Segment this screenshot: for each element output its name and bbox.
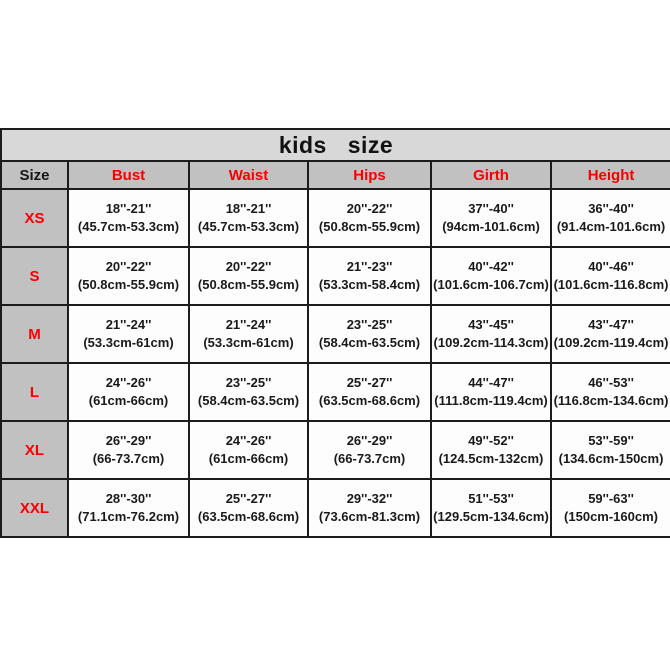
column-header-height: Height [551,161,670,189]
size-label: XXL [1,479,68,537]
column-header-size: Size [1,161,68,189]
measurement-cell [308,189,431,247]
inches-value: 29''-32'' [346,490,393,506]
cm-value: (124.5cm-132cm) [438,451,544,466]
inches-value: 26''-29'' [105,432,152,448]
inches-value: 24''-26'' [105,374,152,390]
cm-value: (61cm-66cm) [88,393,169,408]
measurement-cell [551,189,670,247]
cm-value: (50.8cm-55.9cm) [77,277,180,292]
size-label: XL [1,421,68,479]
cm-value: (63.5cm-68.6cm) [318,393,421,408]
measurement-cell [308,421,431,479]
cm-value: (53.3cm-61cm) [203,335,294,350]
size-label: L [1,363,68,421]
column-header-hips: Hips [308,161,431,189]
inches-value: 40''-42'' [468,258,514,274]
table-row-xxl [1,479,670,537]
inches-value: 43''-45'' [468,316,514,332]
measurement-cell [189,479,308,537]
size-label: S [1,247,68,305]
cm-value: (50.8cm-55.9cm) [318,219,421,234]
inches-value: 40''-46'' [588,258,634,274]
measurement-cell [431,421,551,479]
measurement-cell [68,247,189,305]
cm-value: (66-73.7cm) [92,451,165,466]
inches-value: 21''-24'' [105,316,152,332]
inches-value: 23''-25'' [225,374,272,390]
measurement-cell [68,479,189,537]
measurement-cell [68,305,189,363]
cm-value: (109.2cm-119.4cm) [553,335,669,350]
inches-value: 26''-29'' [346,432,393,448]
column-header-bust: Bust [68,161,189,189]
cm-value: (61cm-66cm) [208,451,289,466]
inches-value: 49''-52'' [468,432,514,448]
kids-size-table [0,128,670,538]
measurement-cell [551,247,670,305]
table-row-m [1,305,670,363]
measurement-cell [68,421,189,479]
cm-value: (129.5cm-134.6cm) [433,509,549,524]
inches-value: 44''-47'' [468,374,514,390]
inches-value: 18''-21'' [105,200,152,216]
inches-value: 24''-26'' [225,432,272,448]
table-row-l [1,363,670,421]
inches-value: 25''-27'' [346,374,393,390]
measurement-cell [189,189,308,247]
inches-value: 20''-22'' [346,200,393,216]
column-header-waist: Waist [189,161,308,189]
measurement-cell [431,479,551,537]
cm-value: (53.3cm-61cm) [83,335,174,350]
inches-value: 59''-63'' [588,490,634,506]
cm-value: (58.4cm-63.5cm) [318,335,421,350]
measurement-cell [431,305,551,363]
inches-value: 20''-22'' [225,258,272,274]
inches-value: 37''-40'' [468,200,514,216]
measurement-cell [551,305,670,363]
inches-value: 51''-53'' [468,490,514,506]
cm-value: (73.6cm-81.3cm) [318,509,421,524]
cm-value: (50.8cm-55.9cm) [197,277,300,292]
table-row-xs [1,189,670,247]
cm-value: (109.2cm-114.3cm) [433,335,549,350]
inches-value: 20''-22'' [105,258,152,274]
inches-value: 21''-24'' [225,316,272,332]
inches-value: 23''-25'' [346,316,393,332]
inches-value: 25''-27'' [225,490,272,506]
table-row-s [1,247,670,305]
measurement-cell [308,363,431,421]
cm-value: (66-73.7cm) [333,451,406,466]
measurement-cell [189,363,308,421]
measurement-cell [308,305,431,363]
cm-value: (91.4cm-101.6cm) [556,219,666,234]
inches-value: 53''-59'' [588,432,634,448]
measurement-cell [308,479,431,537]
measurement-cell [431,363,551,421]
cm-value: (45.7cm-53.3cm) [77,219,180,234]
measurement-cell [189,247,308,305]
cm-value: (71.1cm-76.2cm) [77,509,180,524]
cm-value: (45.7cm-53.3cm) [197,219,300,234]
inches-value: 36''-40'' [588,200,634,216]
cm-value: (150cm-160cm) [564,509,658,524]
size-label: XS [1,189,68,247]
column-header-row [1,161,670,189]
measurement-cell [551,421,670,479]
cm-value: (134.6cm-150cm) [558,451,664,466]
measurement-cell [431,189,551,247]
table-title: kids size [1,129,670,161]
cm-value: (94cm-101.6cm) [442,219,540,234]
measurement-cell [431,247,551,305]
table-row-xl [1,421,670,479]
column-header-girth: Girth [431,161,551,189]
measurement-cell [189,305,308,363]
measurement-cell [68,363,189,421]
measurement-cell [68,189,189,247]
table-title-row [1,129,670,161]
inches-value: 21''-23'' [346,258,393,274]
measurement-cell [551,479,670,537]
cm-value: (53.3cm-58.4cm) [318,277,421,292]
inches-value: 46''-53'' [588,374,634,390]
size-label: M [1,305,68,363]
size-table-body [1,189,670,537]
cm-value: (101.6cm-116.8cm) [553,277,669,292]
cm-value: (101.6cm-106.7cm) [433,277,549,292]
inches-value: 28''-30'' [105,490,152,506]
measurement-cell [189,421,308,479]
measurement-cell [551,363,670,421]
inches-value: 43''-47'' [588,316,634,332]
cm-value: (116.8cm-134.6cm) [553,393,669,408]
measurement-cell [308,247,431,305]
cm-value: (58.4cm-63.5cm) [197,393,300,408]
cm-value: (63.5cm-68.6cm) [197,509,300,524]
inches-value: 18''-21'' [225,200,272,216]
cm-value: (111.8cm-119.4cm) [434,393,548,408]
